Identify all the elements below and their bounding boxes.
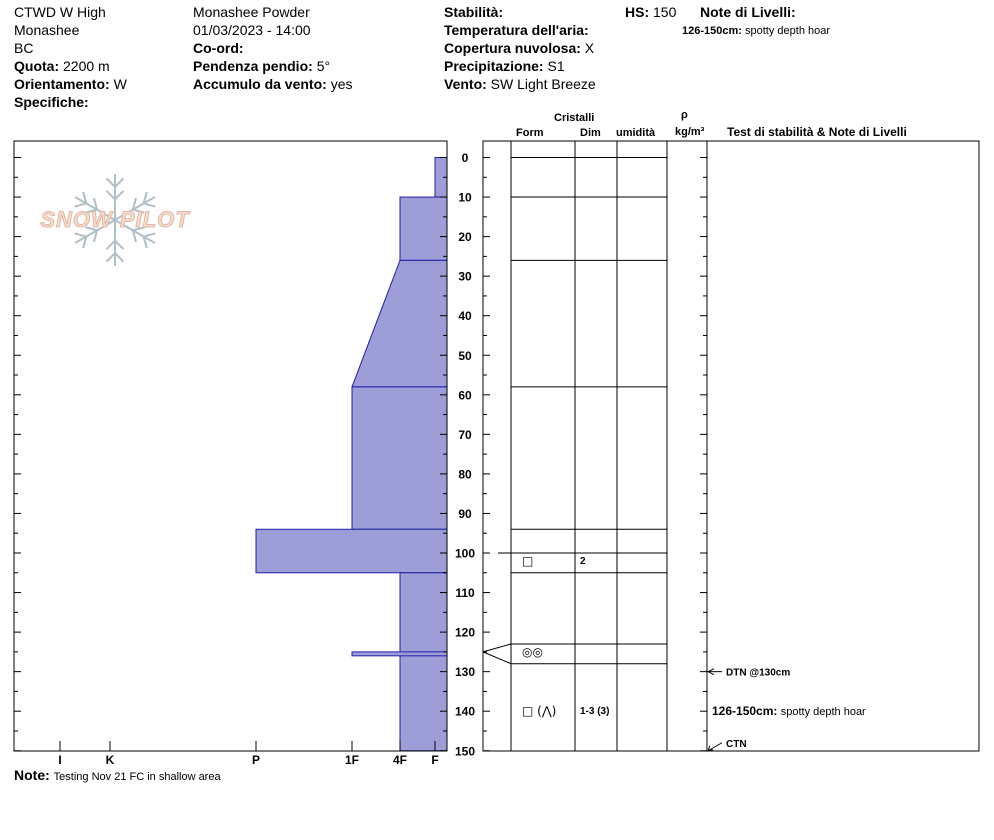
stability-label: Stabilità: [444, 4, 504, 20]
crystal-dim: 2 [580, 555, 586, 567]
moisture-header: umidità [616, 127, 656, 139]
density-unit: kg/m³ [675, 126, 705, 138]
date-time: 01/03/2023 - 14:00 [193, 22, 311, 38]
wind-loading-label: Accumulo da vento: [193, 76, 327, 92]
depth-label: 110 [455, 586, 475, 601]
depth-label: 150 [454, 744, 476, 759]
depth-label: 30 [458, 269, 472, 284]
depth-label: 20 [458, 230, 472, 245]
stability-tests [708, 668, 866, 751]
crystal-dim: 1-3 (3) [580, 706, 610, 718]
hardness-label: 4F [392, 753, 408, 767]
air-temp-label: Temperatura dell'aria: [444, 22, 589, 38]
hs-label: HS: [625, 4, 650, 20]
snow-pilot-logo [40, 174, 190, 266]
layer-note-text: spotty depth hoar [780, 706, 866, 719]
slope-label: Pendenza pendio: [193, 58, 313, 74]
test-label: DTN @130cm [726, 667, 791, 679]
aspect-label: Orientamento: [14, 76, 110, 92]
elevation-value: 2200 m [63, 58, 110, 74]
test-label: CTN [726, 738, 747, 750]
depth-axis-labels [455, 151, 475, 758]
flake-branch [115, 241, 123, 249]
elevation-label: Quota: [14, 58, 60, 74]
depth-label: 10 [458, 190, 472, 205]
aspect-value: W [113, 76, 127, 92]
flake-branch [107, 191, 115, 199]
sky-value: X [584, 40, 595, 56]
operation-name: Monashee Powder [193, 4, 310, 20]
note-label: Note: [14, 767, 50, 783]
layer-notes-label: Note di Livelli: [700, 4, 796, 20]
note-text: Testing Nov 21 FC in shallow area [53, 771, 221, 783]
boundary-connector [483, 644, 511, 652]
hardness-layer [400, 573, 447, 751]
hardness-profile [256, 158, 447, 751]
tests-notes-header: Test di stabilità & Note di Livelli [727, 125, 907, 139]
wind-label: Vento: [444, 76, 487, 92]
depth-label: 80 [458, 467, 472, 482]
flake-branch [115, 178, 123, 186]
flake-branch [115, 253, 123, 261]
depth-label: 100 [454, 546, 476, 561]
flake-branch [144, 233, 156, 236]
hardness-label: I [58, 753, 62, 767]
flake-branch [107, 178, 115, 186]
specifics-label: Specifiche: [14, 94, 89, 110]
hardness-label: 1F [344, 753, 360, 767]
layer-table-frame [483, 141, 979, 751]
depth-label: 90 [458, 506, 472, 521]
flake-branch [75, 233, 87, 236]
flake-branch [107, 253, 115, 261]
logo-text: SNOW PILOT [40, 207, 190, 232]
hardness-label: P [251, 753, 261, 767]
depth-label: 140 [454, 704, 476, 719]
layer-note-range: 126-150cm: [682, 25, 742, 37]
depth-label: 0 [461, 151, 469, 165]
density-symbol: ρ [681, 109, 688, 121]
layer-note-text: spotty depth hoar [745, 25, 831, 37]
hardness-layer [256, 529, 447, 573]
form-header: Form [516, 127, 544, 139]
hs-value: 150 [653, 4, 677, 20]
boundary-connector [483, 652, 511, 664]
wind-loading-value: yes [330, 76, 353, 92]
crystals-header: Cristalli [554, 112, 595, 124]
depth-label: 50 [458, 348, 472, 363]
depth-label: 130 [454, 665, 476, 680]
depth-label: 60 [458, 388, 472, 403]
depth-label: 120 [454, 625, 476, 640]
flake-branch [115, 191, 123, 199]
table-columns [511, 141, 707, 751]
precip-label: Precipitazione: [444, 58, 544, 74]
hardness-axis [58, 741, 438, 767]
hardness-label: F [431, 753, 439, 767]
hardness-label: K [105, 753, 115, 767]
slope-value: 5° [316, 58, 331, 74]
crystal-form: ◎◎ [522, 644, 543, 659]
precip-value: S1 [547, 58, 565, 74]
layer-note-range: 126-150cm: [712, 704, 781, 719]
wind-value: SW Light Breeze [490, 76, 596, 92]
crystal-form: □ (⋀) [522, 704, 557, 719]
crystal-rows [522, 554, 609, 718]
layer-note [712, 704, 866, 718]
depth-label: 40 [458, 309, 472, 324]
hardness-layer [352, 260, 447, 387]
hardness-layer [352, 387, 447, 529]
depth-label: 70 [458, 427, 472, 442]
site-name: CTWD W High [14, 4, 106, 20]
flake-branch [107, 241, 115, 249]
coord-label: Co-ord: [193, 40, 244, 56]
footer-note [14, 767, 221, 785]
hardness-layer [352, 652, 447, 656]
sky-label: Copertura nuvolosa: [444, 40, 581, 56]
crystal-form: □ [522, 553, 534, 568]
area-name: Monashee [14, 22, 80, 38]
region-name: BC [14, 40, 34, 56]
dim-header: Dim [580, 127, 601, 139]
hardness-layer [400, 197, 447, 260]
right-depth-ticks [483, 158, 707, 751]
